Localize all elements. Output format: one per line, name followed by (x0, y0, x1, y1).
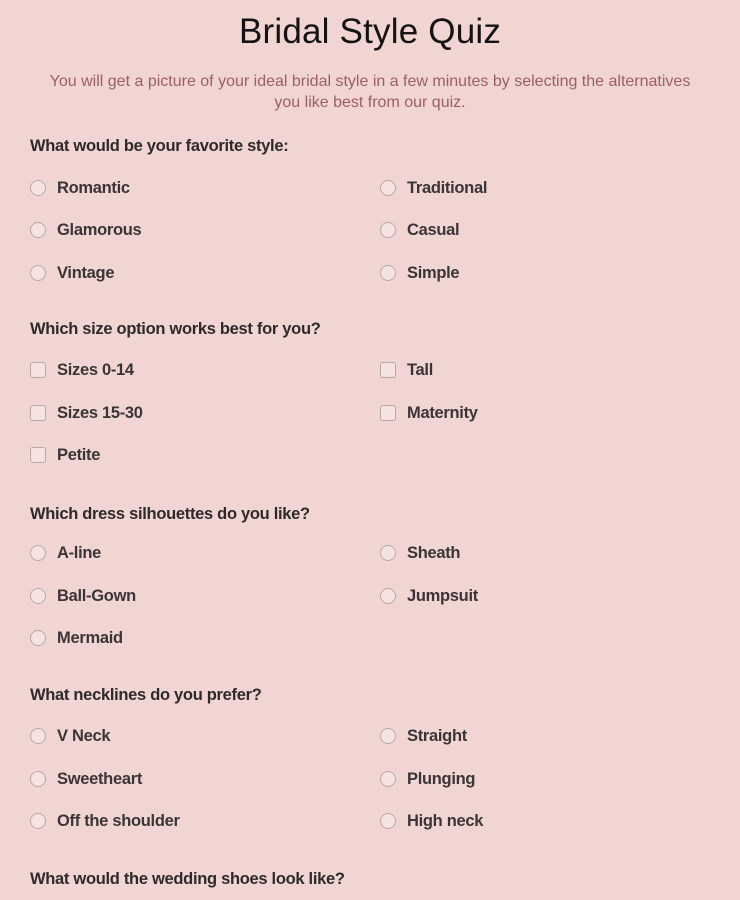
option-label: High neck (407, 811, 484, 830)
radio-icon[interactable] (380, 771, 396, 787)
question-label: What would the wedding shoes look like? (30, 870, 345, 888)
option-plunging[interactable] (380, 768, 475, 790)
option-mermaid[interactable] (30, 627, 123, 649)
checkbox-icon[interactable] (30, 405, 46, 421)
option-ball-gown[interactable] (30, 585, 136, 607)
checkbox-icon[interactable] (380, 405, 396, 421)
radio-icon[interactable] (380, 265, 396, 281)
page-title: Bridal Style Quiz (238, 12, 502, 51)
option-label: Petite (57, 445, 101, 464)
option-straight[interactable] (380, 725, 467, 747)
option-label: Straight (407, 726, 467, 745)
radio-icon[interactable] (30, 588, 46, 604)
question-label: Which size option works best for you? (30, 320, 321, 338)
option-label: Casual (407, 220, 460, 239)
option-simple[interactable] (380, 262, 459, 284)
radio-icon[interactable] (380, 180, 396, 196)
checkbox-icon[interactable] (380, 362, 396, 378)
option-maternity[interactable] (380, 402, 478, 424)
option-glamorous[interactable] (30, 219, 141, 241)
option-label: Sweetheart (57, 769, 143, 788)
question-label: What would be your favorite style: (30, 137, 289, 155)
option-label: Tall (407, 360, 433, 379)
option-v-neck[interactable] (30, 725, 110, 747)
option-off-the-shoulder[interactable] (30, 810, 180, 832)
option-label: V Neck (57, 726, 111, 745)
option-sizes-15-30[interactable] (30, 402, 143, 424)
option-label: Vintage (57, 263, 115, 282)
option-label: Simple (407, 263, 460, 282)
radio-icon[interactable] (380, 545, 396, 561)
radio-icon[interactable] (380, 728, 396, 744)
option-label: Off the shoulder (57, 811, 180, 830)
radio-icon[interactable] (380, 588, 396, 604)
option-high-neck[interactable] (380, 810, 483, 832)
option-label: Sizes 0-14 (57, 360, 134, 379)
radio-icon[interactable] (30, 265, 46, 281)
radio-icon[interactable] (380, 222, 396, 238)
radio-icon[interactable] (30, 813, 46, 829)
option-jumpsuit[interactable] (380, 585, 478, 607)
radio-icon[interactable] (30, 630, 46, 646)
radio-icon[interactable] (30, 728, 46, 744)
radio-icon[interactable] (30, 222, 46, 238)
option-traditional[interactable] (380, 177, 487, 199)
option-casual[interactable] (380, 219, 459, 241)
option-label: Sheath (407, 543, 461, 562)
option-label: Maternity (407, 403, 478, 422)
option-label: A-line (57, 543, 102, 562)
option-label: Plunging (407, 769, 476, 788)
question-label: Which dress silhouettes do you like? (30, 505, 310, 523)
option-a-line[interactable] (30, 542, 101, 564)
option-romantic[interactable] (30, 177, 130, 199)
page-subtitle: You will get a picture of your ideal bridal style in a few minutes by selecting the alternatives you like best from our quiz. (49, 73, 691, 111)
option-sweetheart[interactable] (30, 768, 142, 790)
radio-icon[interactable] (30, 545, 46, 561)
radio-icon[interactable] (30, 771, 46, 787)
option-tall[interactable] (380, 359, 433, 381)
option-petite[interactable] (30, 444, 100, 466)
option-label: Glamorous (57, 220, 142, 239)
checkbox-icon[interactable] (30, 447, 46, 463)
option-sheath[interactable] (380, 542, 460, 564)
option-label: Jumpsuit (407, 586, 478, 605)
option-label: Sizes 15-30 (57, 403, 143, 422)
option-label: Ball-Gown (57, 586, 136, 605)
checkbox-icon[interactable] (30, 362, 46, 378)
radio-icon[interactable] (30, 180, 46, 196)
radio-icon[interactable] (380, 813, 396, 829)
option-sizes-0-14[interactable] (30, 359, 134, 381)
question-label: What necklines do you prefer? (30, 686, 262, 704)
option-vintage[interactable] (30, 262, 114, 284)
option-label: Traditional (407, 178, 488, 197)
option-label: Mermaid (57, 628, 123, 647)
option-label: Romantic (57, 178, 130, 197)
